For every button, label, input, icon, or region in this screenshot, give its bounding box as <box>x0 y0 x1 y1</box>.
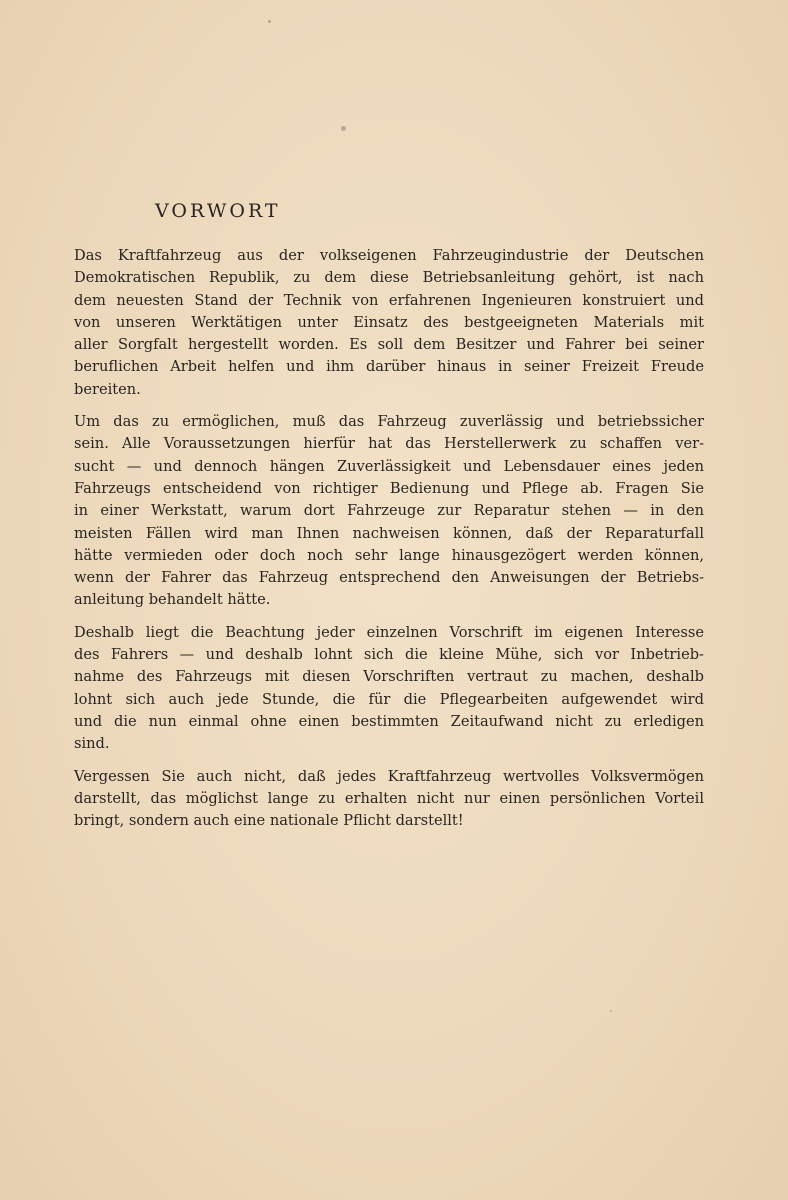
text-line: darstellt, das möglichst lange zu erhalten nicht nur einen persönlichen Vorteil <box>74 789 704 807</box>
text-line: Vergessen Sie auch nicht, daß jedes Kraftfahrzeug wertvolles Volksvermögen <box>74 767 704 785</box>
paper-speck <box>610 1010 612 1012</box>
text-line: des Fahrers — und deshalb lohnt sich die kleine Mühe, sich vor Inbetrieb- <box>74 646 704 664</box>
text-line: sucht — und dennoch hängen Zuverlässigkeit und Lebensdauer eines jeden <box>74 457 704 475</box>
text-line: nahme des Fahrzeugs mit diesen Vorschriften vertraut zu machen, deshalb <box>74 668 704 686</box>
text-line: bereiten. <box>74 380 141 398</box>
text-line: Demokratischen Republik, zu dem diese Betriebsanleitung gehört, ist nach <box>74 269 704 287</box>
text-line: bringt, sondern auch eine nationale Pflicht darstellt! <box>74 812 464 830</box>
text-line: hätte vermieden oder doch noch sehr lange hinausgezögert werden können, <box>74 546 704 564</box>
text-line: Das Kraftfahrzeug aus der volkseigenen Fahrzeugindustrie der Deutschen <box>74 247 704 264</box>
text-line: und die nun einmal ohne einen bestimmten Zeitaufwand nicht zu erledigen <box>74 712 704 730</box>
paper-speck <box>268 20 271 23</box>
text-line: lohnt sich auch jede Stunde, die für die Pflegearbeiten aufgewendet wird <box>74 690 704 708</box>
text-line: von unseren Werktätigen unter Einsatz des bestgeeigneten Materials mit <box>74 313 704 331</box>
text-line: anleitung behandelt hätte. <box>74 591 271 609</box>
text-line: aller Sorgfalt hergestellt worden. Es soll dem Besitzer und Fahrer bei seiner <box>74 336 704 354</box>
preface-body <box>74 245 704 842</box>
text-line: dem neuesten Stand der Technik von erfahrenen Ingenieuren konstruiert und <box>74 291 704 309</box>
text-line: Deshalb liegt die Beachtung jeder einzelnen Vorschrift im eigenen Interesse <box>74 623 704 641</box>
page-title: VORWORT <box>155 200 281 222</box>
text-line: in einer Werkstatt, warum dort Fahrzeuge zur Reparatur stehen — in den <box>74 502 704 520</box>
text-line: sein. Alle Voraussetzungen hierfür hat das Herstellerwerk zu schaffen ver- <box>74 435 704 453</box>
text-line: meisten Fällen wird man Ihnen nachweisen können, daß der Reparaturfall <box>74 524 704 542</box>
text-line: sind. <box>74 735 110 753</box>
text-line: Fahrzeugs entscheidend von richtiger Bedienung und Pflege ab. Fragen Sie <box>74 479 704 497</box>
paper-speck <box>341 126 346 131</box>
text-line: Um das zu ermöglichen, muß das Fahrzeug zuverlässig und betriebssicher <box>74 413 704 431</box>
text-line: beruflichen Arbeit helfen und ihm darüber hinaus in seiner Freizeit Freude <box>74 358 704 376</box>
text-line: wenn der Fahrer das Fahrzeug entsprechend den Anweisungen der Betriebs- <box>74 569 704 587</box>
paragraph-1 <box>74 245 704 401</box>
paragraph-4 <box>74 766 704 833</box>
paragraph-2 <box>74 411 704 612</box>
paragraph-3 <box>74 622 704 756</box>
